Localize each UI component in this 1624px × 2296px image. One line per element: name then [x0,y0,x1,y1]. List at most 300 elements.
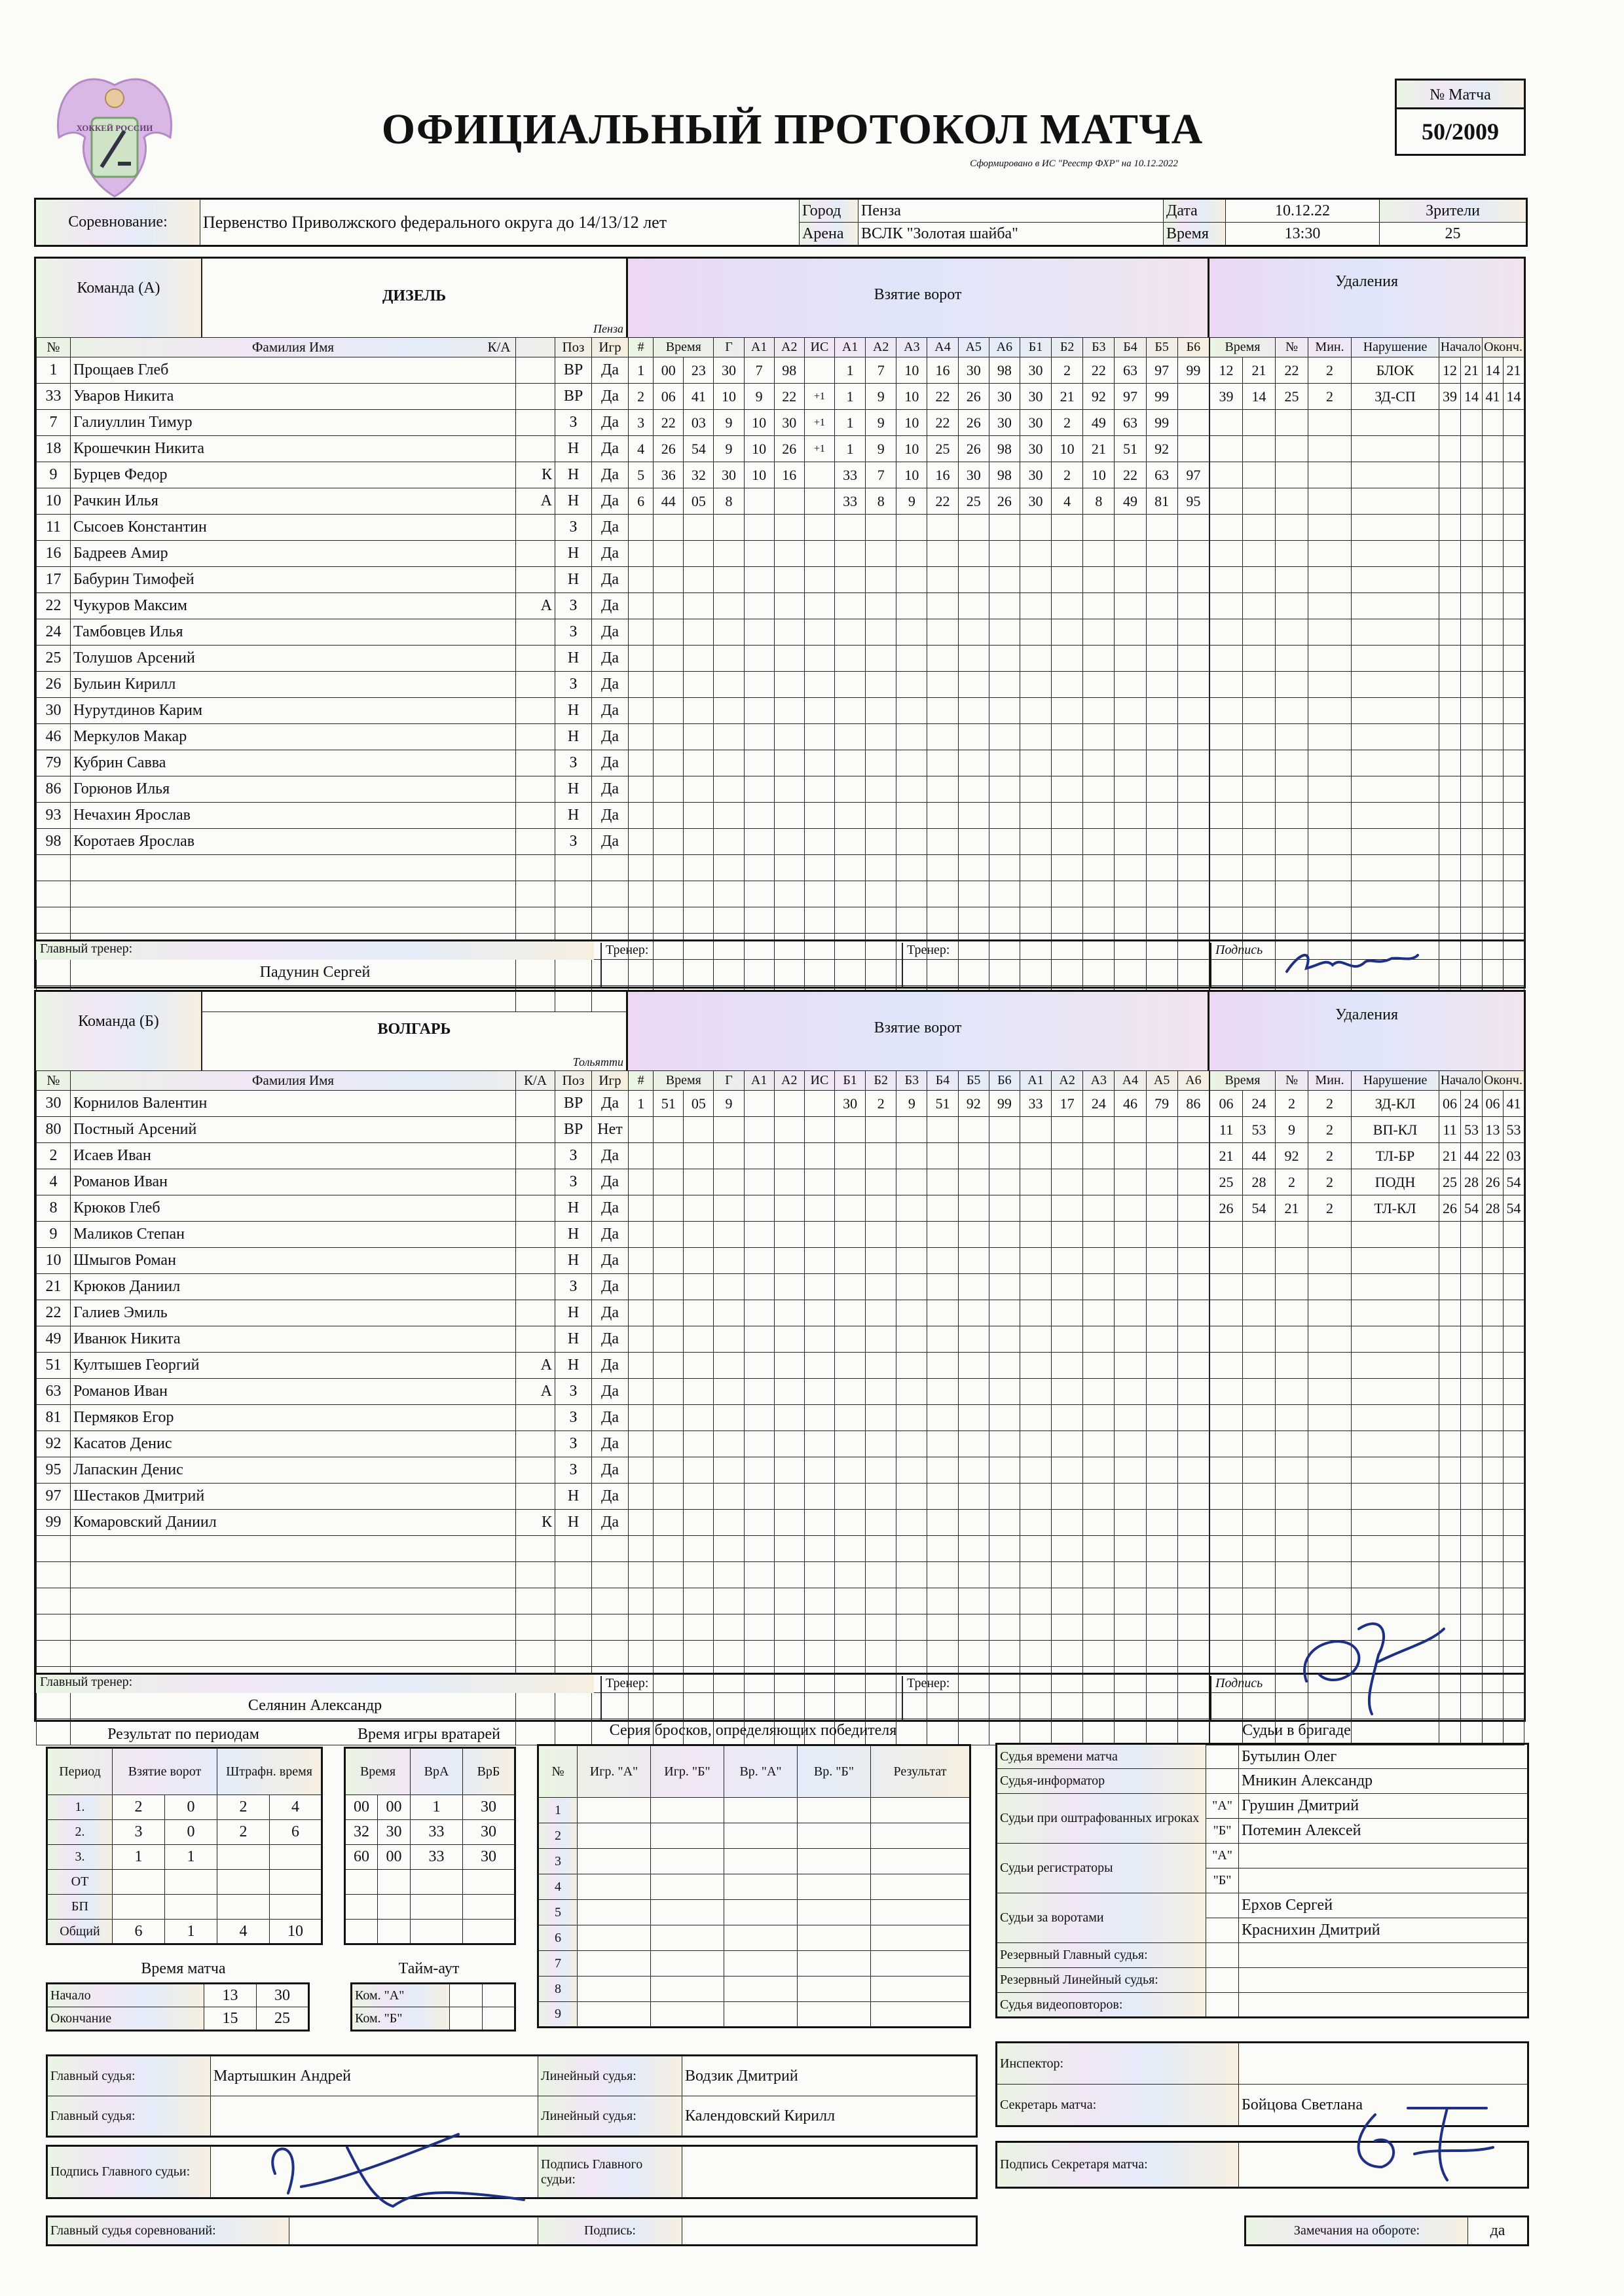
penalty-col-header: Мин. [1308,1071,1352,1091]
penalty-cell: 2 [1276,1169,1308,1195]
penalty-cell [1352,750,1439,776]
roster-row [37,1562,629,1588]
player-name: Крошечкин Никита [71,436,516,462]
team-a-coach-signature [1280,939,1424,985]
goal-cell [927,1169,958,1195]
goal-cell [1020,1614,1051,1641]
penalty-cell [1439,1274,1461,1300]
officials-title: Судьи в бригаде [1242,1722,1351,1739]
official-role: Судья времени матча [997,1744,1206,1769]
goal-row [629,462,1209,488]
goal-cell [1083,829,1115,855]
goal-cell [1020,672,1051,698]
player-played: Да [592,724,629,750]
goal-cell: 05 [684,488,714,515]
goal-cell [958,855,989,881]
shootout-cell [651,1900,724,1925]
penalty-cell [1439,698,1461,724]
goal-cell [1115,1588,1146,1614]
goal-cell [714,567,744,593]
player-number: 24 [37,619,71,646]
period-col: Период [47,1748,113,1795]
goal-cell [1115,1379,1146,1405]
goalie-row [345,1895,515,1920]
goal-cell [629,1536,654,1562]
penalty-cell [1461,855,1483,881]
goal-cell [684,1353,714,1379]
goal-cell: 16 [927,357,958,384]
player-name: Корнилов Валентин [71,1091,516,1117]
goal-cell [927,515,958,541]
goal-cell [958,1431,989,1457]
goal-cell [1052,776,1083,803]
goal-cell [684,855,714,881]
penalty-cell [1439,1562,1461,1588]
penalty-cell [1276,698,1308,724]
penalty-cell: 21 [1243,357,1276,384]
spectators-label: Зрители [1380,199,1527,223]
penalty-cell [1461,881,1483,907]
player-name: Бульин Кирилл [71,672,516,698]
goal-cell [989,1300,1020,1326]
goal-cell [684,1195,714,1222]
goal-cell [804,593,834,619]
penalty-row [1210,646,1524,672]
goal-cell [804,1169,834,1195]
penalty-cell [1352,462,1439,488]
official-tag [1206,1968,1239,1993]
player-name: Култышев Георгий [71,1353,516,1379]
goal-cell [684,1588,714,1614]
penalty-row [1210,488,1524,515]
goal-cell [774,698,804,724]
goal-cell [1115,1353,1146,1379]
player-played: Да [592,1431,629,1457]
goal-cell [1177,1510,1209,1536]
penalty-cell [1243,776,1276,803]
goal-cell [744,1614,774,1641]
penalty-cell: 25 [1210,1169,1243,1195]
goal-cell [1083,1300,1115,1326]
goal-cell [1083,1562,1115,1588]
penalty-cell: 11 [1439,1117,1461,1143]
penalty-cell: 11 [1210,1117,1243,1143]
penalty-cell [1243,1641,1276,1667]
goal-cell: 8 [1083,488,1115,515]
penalty-row [1210,907,1524,934]
match-time-title: Время матча [141,1960,226,1977]
penalty-cell [1504,567,1524,593]
goal-row [629,1431,1209,1457]
period-cell [165,1895,217,1920]
on-ice-col-header: Б6 [1177,338,1209,357]
goal-cell [714,698,744,724]
goal-cell [774,567,804,593]
goal-cell [1177,1484,1209,1510]
penalty-cell: 21 [1461,357,1483,384]
player-position: Н [555,776,592,803]
goal-cell [866,1588,896,1614]
goal-cell [804,724,834,750]
goal-cell [989,1719,1020,1745]
main-ref-sig-cell-2 [682,2146,977,2198]
player-played: Да [592,1353,629,1379]
goal-cell: 22 [774,384,804,410]
goal-cell: 9 [866,410,896,436]
penalty-cell [1439,907,1461,934]
penalty-cell [1439,881,1461,907]
goal-cell [744,1457,774,1484]
player-played: Да [592,1195,629,1222]
empty-cell [516,907,555,934]
penalty-cell [1210,436,1243,462]
penalty-cell [1243,646,1276,672]
penalty-cell: 53 [1243,1117,1276,1143]
goal-cell [744,1510,774,1536]
penalty-cell [1276,750,1308,776]
goal-cell: 49 [1083,410,1115,436]
goal-cell: 5 [629,462,654,488]
goal-cell [629,1222,654,1248]
penalty-cell [1243,1326,1276,1353]
goal-cell [896,776,927,803]
player-position: Н [555,1248,592,1274]
goal-cell [1083,1117,1115,1143]
penalty-cell [1210,1484,1243,1510]
goal-cell [684,672,714,698]
match-start-h: 13 [204,1984,257,2007]
goal-cell [958,1353,989,1379]
goal-cell [684,567,714,593]
penalty-cell [1276,436,1308,462]
goal-cell [958,567,989,593]
shootout-num: 5 [538,1900,578,1925]
player-number: 86 [37,776,71,803]
penalty-cell: 21 [1276,1195,1308,1222]
goal-cell [927,1484,958,1510]
goal-cell [927,803,958,829]
shootout-row [538,1977,970,2002]
goal-cell [834,515,865,541]
goal-cell: 9 [866,436,896,462]
goal-row [629,750,1209,776]
goal-cell [744,1353,774,1379]
goal-cell [1146,881,1177,907]
goal-cell [927,672,958,698]
shootout-cell [798,1798,871,1823]
penalty-cell [1210,541,1243,567]
goal-cell [834,1169,865,1195]
penalty-cell [1210,410,1243,436]
goal-row [629,1405,1209,1431]
shootout-cell [871,1900,970,1925]
goal-cell [1083,515,1115,541]
goal-cell [1083,619,1115,646]
penalty-cell [1483,1248,1504,1274]
penalty-cell: 41 [1483,384,1504,410]
goal-cell: 30 [958,357,989,384]
penalty-cell: 26 [1483,1169,1504,1195]
goal-cell [1083,1222,1115,1248]
goal-cell [1146,593,1177,619]
goal-cell [927,1143,958,1169]
goal-cell [958,1457,989,1484]
penalty-cell [1276,1431,1308,1457]
goal-cell [958,1614,989,1641]
goal-cell [1020,750,1051,776]
penalty-cell [1243,567,1276,593]
penalty-row [1210,1169,1524,1195]
goal-cell [774,541,804,567]
penalty-cell [1210,593,1243,619]
player-name: Уваров Никита [71,384,516,410]
penalty-cell [1243,515,1276,541]
goal-cell [744,1195,774,1222]
penalty-row [1210,1431,1524,1457]
penalty-cell [1308,1300,1352,1326]
goal-cell [1115,1117,1146,1143]
goal-cell [1020,1719,1051,1745]
player-name: Рачкин Илья [71,488,516,515]
penalty-cell [1308,436,1352,462]
goal-cell [927,1222,958,1248]
shootout-cell [871,2002,970,2028]
goal-cell [1177,1588,1209,1614]
penalty-cell [1461,907,1483,934]
penalty-cell [1308,1536,1352,1562]
player-number: 30 [37,1091,71,1117]
penalty-cell [1276,1536,1308,1562]
penalty-cell: 24 [1461,1091,1483,1117]
penalty-cell [1504,1641,1524,1667]
goal-cell [866,1405,896,1431]
official-row [997,1744,1528,1769]
goal-cell: 30 [714,462,744,488]
goal-cell [1177,1536,1209,1562]
penalty-cell: 13 [1483,1117,1504,1143]
so-col-gb: Вр. "Б" [798,1745,871,1798]
goal-cell [629,1353,654,1379]
penalty-cell [1504,1536,1524,1562]
empty-cell [555,855,592,881]
goal-cell: 24 [1083,1091,1115,1117]
player-played: Да [592,829,629,855]
goal-cell [1052,881,1083,907]
player-number: 18 [37,436,71,462]
penalty-cell [1210,803,1243,829]
goal-cell: 26 [654,436,684,462]
goal-cell [714,1248,744,1274]
goal-row [629,515,1209,541]
shootout-cell [578,1925,651,1951]
goal-row [629,1353,1209,1379]
time-value: 13:30 [1226,223,1380,246]
penalty-cell [1243,881,1276,907]
goal-cell [1177,1169,1209,1195]
empty-cell [71,1588,516,1614]
penalty-row [1210,357,1524,384]
penalty-cell [1210,1222,1243,1248]
goal-cell [1020,1484,1051,1510]
penalty-cell [1210,724,1243,750]
penalty-row [1210,1379,1524,1405]
penalty-cell: 2 [1276,1091,1308,1117]
penalty-cell [1439,803,1461,829]
goal-cell [629,593,654,619]
goal-cell [1020,776,1051,803]
goal-cell [1177,1562,1209,1588]
goal-cell [1177,646,1209,672]
penalty-cell: ТЛ-БР [1352,1143,1439,1169]
penalty-cell: 2 [1308,1091,1352,1117]
penalty-cell [1439,541,1461,567]
penalty-cell [1461,619,1483,646]
player-number: 98 [37,829,71,855]
goal-cell [989,1169,1020,1195]
penalty-cell [1308,855,1352,881]
goal-cell [774,803,804,829]
goal-cell [629,881,654,907]
penalty-cell [1276,1484,1308,1510]
goal-cell: 22 [1083,357,1115,384]
team-a-penalties-table [1209,337,1524,1012]
goal-cell: 51 [1115,436,1146,462]
penalty-col-header: Начало [1439,338,1483,357]
goal-cell [989,541,1020,567]
player-position: Н [555,1484,592,1510]
goal-cell [866,698,896,724]
period-cell: 1 [165,1845,217,1870]
team-b-signature-text: Подпись [1215,1676,1263,1690]
player-name: Бурцев Федор [71,462,516,488]
secretary-signature [1336,2088,1506,2187]
goal-cell [804,855,834,881]
goal-cell [834,1641,865,1667]
penalty-cell [1483,1300,1504,1326]
goal-cell [1083,1195,1115,1222]
penalty-cell [1504,646,1524,672]
goal-cell [1052,619,1083,646]
penalty-row [1210,1195,1524,1222]
goal-cell [1146,1248,1177,1274]
penalty-cell: 41 [1504,1091,1524,1117]
penalty-cell [1504,1457,1524,1484]
official-role: Резервный Линейный судья: [997,1968,1206,1993]
penalty-cell [1276,567,1308,593]
goal-row [629,1326,1209,1353]
team-a-head-coach-label: Главный тренер: [36,941,594,960]
penalty-cell [1210,829,1243,855]
penalty-cell: БЛОК [1352,357,1439,384]
player-played: Да [592,436,629,462]
goal-row [629,803,1209,829]
period-cell [165,1870,217,1895]
penalty-cell [1461,698,1483,724]
penalty-cell [1210,881,1243,907]
shootout-num: 2 [538,1823,578,1849]
goal-cell [896,1300,927,1326]
player-position: З [555,672,592,698]
goal-cell [654,541,684,567]
goal-cell [714,803,744,829]
team-b-label-cell [36,992,202,1070]
goalie-cell: 00 [378,1845,411,1870]
shootout-num: 8 [538,1977,578,2002]
penalty-col-header: Начало [1439,1071,1483,1091]
on-ice-col-header: А4 [927,338,958,357]
player-position: З [555,1457,592,1484]
goal-cell [804,1117,834,1143]
goal-cell [958,1379,989,1405]
penalty-cell [1352,1484,1439,1510]
goal-cell: 33 [834,462,865,488]
player-number: 21 [37,1274,71,1300]
empty-cell [592,855,629,881]
col-play-b: Игр [592,1071,629,1091]
goal-cell [1177,1300,1209,1326]
on-ice-col-header: А3 [1083,1071,1115,1091]
goal-cell [1083,907,1115,934]
empty-cell [37,1536,71,1562]
goal-cell [804,541,834,567]
goal-cell: 99 [989,1091,1020,1117]
goal-cell [896,1274,927,1300]
goal-cell [1083,1641,1115,1667]
goal-cell [629,724,654,750]
goal-cell [896,855,927,881]
goal-cell [1177,410,1209,436]
goal-cell [1115,1274,1146,1300]
team-a-penalties-header: Удаления [1209,259,1524,337]
goal-cell [804,1641,834,1667]
goal-cell [834,672,865,698]
on-ice-col-header: Б1 [1020,338,1051,357]
goal-cell [989,1326,1020,1353]
goal-cell [714,1300,744,1326]
penalty-cell [1352,776,1439,803]
player-played: Да [592,619,629,646]
penalty-cell [1461,1326,1483,1353]
goal-col-header: Г [714,338,744,357]
penalty-cell: 22 [1276,357,1308,384]
roster-row [37,907,629,934]
goal-cell [1146,1405,1177,1431]
goal-cell [1146,724,1177,750]
goal-cell [1115,1457,1146,1484]
goal-cell [1020,1169,1051,1195]
player-position: З [555,829,592,855]
on-ice-col-header: Б2 [1052,338,1083,357]
goal-cell [958,1195,989,1222]
goal-cell: 51 [927,1091,958,1117]
period-cell: 0 [165,1795,217,1820]
player-name: Прощаев Глеб [71,357,516,384]
player-name: Иванюк Никита [71,1326,516,1353]
goal-cell [774,724,804,750]
goal-cell [989,515,1020,541]
goal-cell [774,1300,804,1326]
goal-cell [866,803,896,829]
col-ka-blank [516,338,555,357]
goal-cell [1052,1457,1083,1484]
shootout-cell [871,1951,970,1977]
shootout-row [538,1900,970,1925]
goal-cell [1083,881,1115,907]
penalty-cell [1352,803,1439,829]
penalty-row [1210,1536,1524,1562]
goal-cell [1020,803,1051,829]
penalty-cell [1461,1614,1483,1641]
